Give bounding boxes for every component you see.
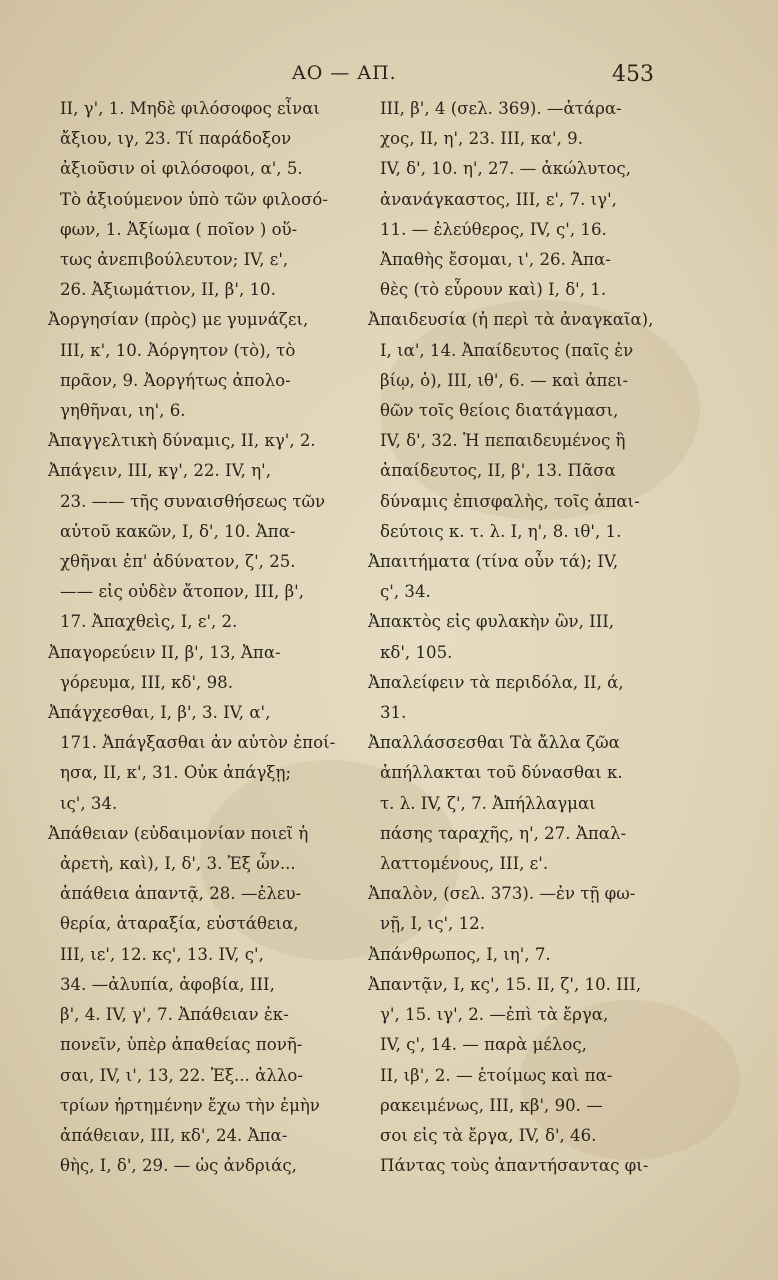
index-entry-start: Ἀπακτὸς εἰς φυλακὴν ὢν, III, — [368, 612, 615, 632]
index-line: III, κ', 10. Ἀόργητον (τὸ), τὸ — [60, 340, 296, 360]
index-line: IV, ς', 14. — παρὰ μέλος, — [380, 1035, 587, 1055]
index-line: σοι εἰς τὰ ἔργα, IV, δ', 46. — [380, 1125, 597, 1145]
index-line: ρακειμένως, III, κβ', 90. — — [380, 1095, 603, 1115]
index-line: 23. —— τῆς συναισθήσεως τῶν — [60, 491, 326, 511]
index-line: θῶν τοῖς θείοις διατάγμασι, — [380, 401, 619, 421]
index-entry-start: Ἀπάνθρωπος, I, ιη', 7. — [368, 944, 551, 964]
index-line: —— εἰς οὐδὲν ἄτοπον, III, β', — [60, 582, 305, 602]
index-entry-start: Ἀπαλλάσσεσθαι Τὰ ἄλλα ζῶα — [368, 733, 620, 753]
index-entry-start: Ἀοργησίαν (πρὸς) με γυμνάζει, — [48, 310, 309, 330]
index-entry-start: Ἀπαλείφειν τὰ περιδόλα, II, ά, — [368, 672, 624, 692]
index-line: ις', 34. — [60, 793, 118, 813]
index-line: 34. —ἀλυπία, ἀφοβία, III, — [60, 974, 275, 994]
index-line: λαττομένους, III, ε'. — [380, 854, 549, 874]
index-line: θὴς, I, δ', 29. — ὡς ἀνδριάς, — [60, 1156, 297, 1176]
index-entry-start: Ἀπαγορεύειν II, β', 13, Ἀπα- — [48, 642, 281, 662]
index-line: ἄξιου, ιγ, 23. Τί παράδοξον — [60, 129, 292, 149]
index-entry-start: Ἀπαντᾷν, I, κς', 15. II, ζ', 10. III, — [368, 974, 642, 994]
running-head — [0, 62, 778, 92]
index-line: I, ια', 14. Ἀπαίδευτος (παῖς ἐν — [380, 340, 634, 360]
index-line: ἀπάθεια ἀπαντᾷ, 28. —ἐλευ- — [60, 884, 302, 904]
index-line: θὲς (τὸ εὗρουν καὶ) I, δ', 1. — [380, 280, 607, 300]
index-line: αὐτοῦ κακῶν, I, δ', 10. Ἀπα- — [60, 521, 296, 541]
index-line: τρίων ἠρτημένην ἔχω τὴν ἐμὴν — [60, 1095, 320, 1115]
index-line: IV, δ', 10. η', 27. — ἀκώλυτος, — [380, 159, 631, 179]
index-line: 31. — [380, 703, 407, 723]
index-entry-start: Ἀπαγγελτικὴ δύναμις, II, κγ', 2. — [48, 431, 316, 451]
index-entry-start: Ἀπάγχεσθαι, I, β', 3. IV, α', — [48, 703, 271, 723]
index-line: γηθῆναι, ιη', 6. — [60, 401, 186, 421]
index-line: II, γ', 1. Μηδὲ φιλόσοφος εἶναι — [60, 99, 320, 118]
index-line: ἀξιοῦσιν οἱ φιλόσοφοι, α', 5. — [60, 159, 303, 179]
index-line: III, ιε', 12. κς', 13. IV, ς', — [60, 944, 264, 964]
index-line: βίῳ, ὁ), III, ιθ', 6. — καὶ ἀπει- — [380, 370, 629, 390]
index-line: φων, 1. Ἀξίωμα ( ποῖον ) οὕ- — [60, 219, 298, 239]
index-line: γόρευμα, III, κδ', 98. — [60, 672, 233, 692]
index-line: κδ', 105. — [380, 642, 453, 662]
index-line: πάσης ταραχῆς, η', 27. Ἀπαλ- — [380, 823, 627, 843]
index-line: σαι, IV, ι', 13, 22. Ἐξ... ἀλλο- — [60, 1065, 303, 1085]
index-line: χος, II, η', 23. III, κα', 9. — [380, 129, 583, 149]
index-entry-start: Ἀπαλὸν, (σελ. 373). —ἐν τῇ φω- — [368, 884, 636, 904]
index-line: ησα, II, κ', 31. Οὐκ ἀπάγξῃ; — [60, 763, 292, 783]
index-line: ἀνανάγκαστος, III, ε', 7. ιγ', — [380, 189, 617, 209]
index-line: γ', 15. ιγ', 2. —ἐπὶ τὰ ἔργα, — [380, 1005, 609, 1025]
index-line: II, ιβ', 2. — ἑτοίμως καὶ πα- — [380, 1065, 613, 1085]
index-line: ἀπήλλακται τοῦ δύνασθαι κ. — [380, 763, 623, 783]
index-line: ἀπάθειαν, III, κδ', 24. Ἀπα- — [60, 1125, 288, 1145]
index-line: Τὸ ἀξιούμενον ὑπὸ τῶν φιλοσό- — [60, 189, 328, 209]
index-line: 26. Ἀξιωμάτιον, II, β', 10. — [60, 280, 276, 300]
right-index-column — [368, 94, 668, 1181]
index-line: νῇ, I, ις', 12. — [380, 914, 485, 934]
running-head-title: ΑΟ — ΑΠ. — [292, 62, 397, 84]
index-line: θερία, ἀταραξία, εὐστάθεια, — [60, 914, 299, 934]
index-line: ς', 34. — [380, 582, 431, 602]
index-line: τως ἀνεπιβούλευτον; IV, ε', — [60, 250, 289, 270]
index-line: Ἀπαθὴς ἔσομαι, ι', 26. Ἀπα- — [380, 250, 611, 270]
index-line: 17. Ἀπαχθεὶς, I, ε', 2. — [60, 612, 238, 632]
index-line: δεύτοις κ. τ. λ. I, η', 8. ιθ', 1. — [380, 521, 622, 541]
index-line: ἀπαίδευτος, II, β', 13. Πᾶσα — [380, 461, 616, 481]
index-line: IV, δ', 32. Ἡ πεπαιδευμένος ἢ — [380, 431, 626, 451]
index-entry-start: Ἀπάγειν, III, κγ', 22. IV, η', — [48, 461, 271, 481]
index-line: δύναμις ἐπισφαλὴς, τοῖς ἀπαι- — [380, 491, 640, 511]
page-number: 453 — [612, 62, 654, 87]
index-entry-start: Ἀπαιτήματα (τίνα οὖν τά); IV, — [368, 552, 619, 572]
index-line: ἀρετὴ, καὶ), I, δ', 3. Ἐξ ὧν... — [60, 854, 296, 874]
index-line: πρᾶον, 9. Ἀοργήτως ἀπολο- — [60, 370, 291, 390]
left-index-column — [48, 94, 348, 1181]
index-line: β', 4. IV, γ', 7. Ἀπάθειαν ἐκ- — [60, 1005, 289, 1025]
index-line: χθῆναι ἐπ' ἀδύνατον, ζ', 25. — [60, 552, 296, 572]
index-line: Πάντας τοὺς ἀπαντήσαντας φι- — [380, 1156, 649, 1176]
index-line: III, β', 4 (σελ. 369). —ἀτάρα- — [380, 99, 622, 118]
index-line: 11. — ἐλεύθερος, IV, ς', 16. — [380, 219, 607, 239]
index-line: 171. Ἀπάγξασθαι ἀν αὐτὸν ἐποί- — [60, 733, 336, 753]
index-entry-start: Ἀπάθειαν (εὐδαιμονίαν ποιεῖ ἡ — [48, 823, 309, 843]
index-line: πονεῖν, ὑπὲρ ἀπαθείας πονῆ- — [60, 1035, 303, 1055]
index-entry-start: Ἀπαιδευσία (ἡ περὶ τὰ ἀναγκαῖα), — [368, 310, 654, 330]
index-line: τ. λ. IV, ζ', 7. Ἀπήλλαγμαι — [380, 793, 596, 813]
